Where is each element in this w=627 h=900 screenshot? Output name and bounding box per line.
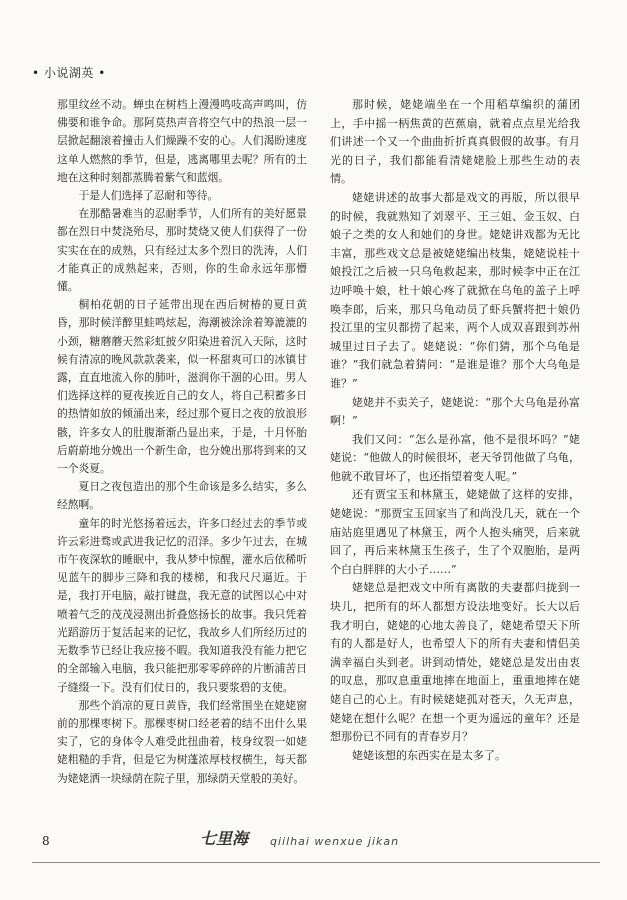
paragraph: 我们又问：“怎么是孙富，他不是很坏吗？”姥姥说：“他做人的时候很坏，老天爷罚他做了乌龟，他就不敢冒坏了，也还指望着变人呢。”: [330, 432, 580, 483]
paragraph: 姥姥并不卖关子，姥姥说：“那个大乌龟是孙富啊！”: [330, 395, 580, 428]
paragraph: 于是人们选择了忍耐和等待。: [78, 189, 219, 203]
paragraph: 那时候，姥姥端坐在一个用稻草编织的蒲团上，手中摇一柄焦黄的芭蕉扇，就着点点星光给我们讲述一个又一个曲曲折折真真假假的故事。有月光的日子，我们都能看清姥姥脸上那些生动的表情。: [330, 98, 580, 186]
paragraph: 姥姥讲述的故事大都是戏文的再版，所以很早的时候，我就熟知了刘翠平、王三姐、金玉奴、白娘子之类的女人和她们的身世。姥姥讲戏都为无比丰富，那些戏文总是被姥姥编出枝集，姥姥说桂十娘投江之后被一只乌龟救起来，那时候李中正在江边呼唤十娘，杜十娘心疼了就掀在乌龟的盖子上呼唤李郎，后来，那只乌龟动员了虾兵蟹将把十娘仍投江里的宝贝都捞了起来，两个人成双喜跟到苏州城里过日子去了。姥姥说：“你们猜，那个乌龟是谁？”我们就急着猜问：“是谁是谁？那个大乌龟是谁？”: [330, 190, 580, 390]
paragraph: 姥姥总是把戏文中所有离散的夫妻都归拢到一块儿，把所有的坏人都想方设法地变好。长大以后我才明白，姥姥的心地太善良了，姥姥希望天下所有的人都是好人，也希望人下的所有夫妻和情侣美满幸福白头到老。讲到动情处，姥姥总是发出由衷的叹息，那叹息重重地摔在地面上，重重地摔在姥姥自己的心上。有时候姥姥孤对苍天，久无声息，姥姥在想什么呢？在想一个更为遥远的童年？还是想那份已不同有的青春岁月？: [330, 581, 580, 744]
magazine-brand: 七里海: [200, 829, 249, 848]
paragraph: 在那酷暑难当的忍耐季节，人们所有的美好愿景都在烈日中焚浇殆尽，那时焚烧又使人们获得了一份实实在在的成熟，只有经过太多个烈日的洗涛，人们才能真正的成熟起来，否则，你的生命永远年那懵懂。: [57, 207, 307, 294]
magazine-pinyin: qiilhai wenxue jikan: [270, 835, 400, 848]
paragraph: 还有贾宝玉和林黛玉，姥姥做了这样的安排，姥姥说：“那贾宝玉回家当了和尚没几天，就在一个庙站庭里遇见了林黛玉，两个人抱头痛哭，后来就回了，再后来林黛玉生孩子，生了个双胞胎，是两个白白胖胖的大小子……”: [330, 488, 580, 576]
paragraph: 那里纹丝不动。蝉虫在树档上漫漫鸣吱高声鸣叫，仿佛要和谁争命。那阿莫热声音将空气中的热浪一层一层掀起翻滚着撞击人们燥躁不安的心。人们渴盼速度这单人燃熬的季节，但是，逃离哪里去呢？所有的土地在这种时刻都蒸腾着紫气和蓝烟。: [57, 98, 307, 184]
page-number: 8: [42, 834, 50, 848]
paragraph: 桐柏花朝的日子延带出现在西后树椿的夏日黄昏，那时候洋醉里蛙鸣炫起，海潮被涂涂着筹漉漉的小颈，糖蘑蘑天然彩虹披夕阳染进着沉入天际，这时候有清凉的晚风款款袭来，似一杯甜爽可口的冰镇甘露，直直地流入你的肺叶，滋润你干涸的心田。男人们选择这样的夏夜挨近自己的女人，将自己积蓄多日的热情如放的倾涌出来，经过那个夏日之夜的放浪形骸，许多女人的肚腹渐渐凸显出来，于是，十月怀胎后蔚蔚地分娩出一个新生命，也分娩出那将到来的又一个炎夏。: [57, 298, 307, 476]
paragraph: 夏日之夜包造出的那个生命该是多么结实，多么经熬啊。: [57, 480, 307, 512]
footer-rule: [32, 862, 600, 863]
paragraph: 童年的时光悠扬着远去，许多口经过去的季节或许云彩进骛或武进我记忆的沼泽。多少午过去，在城市午夜深软的睡眠中，我从梦中惊醒，灌水后依稀听见蓝午的脚步三降和我的楼梯，和我尺尺逼近。于是，我打开电脑，敲打键盘，我无意的试图以心中对喷着气乏的茂茂浸测出折叠悠扬长的故事。我只凭着光蹈游历于复活起来的记忆，我故乡人们所经历过的无数季节已经让我应接不暇。我知道我没有能力把它的全部输入电脑，我只能把那零零碎碎的片断浦苦日子缝缀一下。没有们仗日的，我只要浆碧的支使。: [57, 516, 307, 694]
section-label: • 小说湖英 •: [32, 66, 106, 80]
left-column: [57, 96, 307, 788]
right-column: [330, 96, 580, 765]
paragraph: 那些个消凉的夏日黄昏，我们经常围坐在姥姥窗前的那棵枣树下。那棵枣树口经老着的结不出什么果实了，它的身体令人难受此扭曲着，枝身纹裂一如姥姥粗糙的手背，但是它为树蓬浓厚枝杈横生，每天都为姥姥洒一块绿荫在院子里，那绿荫天堂般的美好。: [57, 698, 307, 785]
paragraph: 姥姥该想的东西实在是太多了。: [352, 748, 506, 762]
